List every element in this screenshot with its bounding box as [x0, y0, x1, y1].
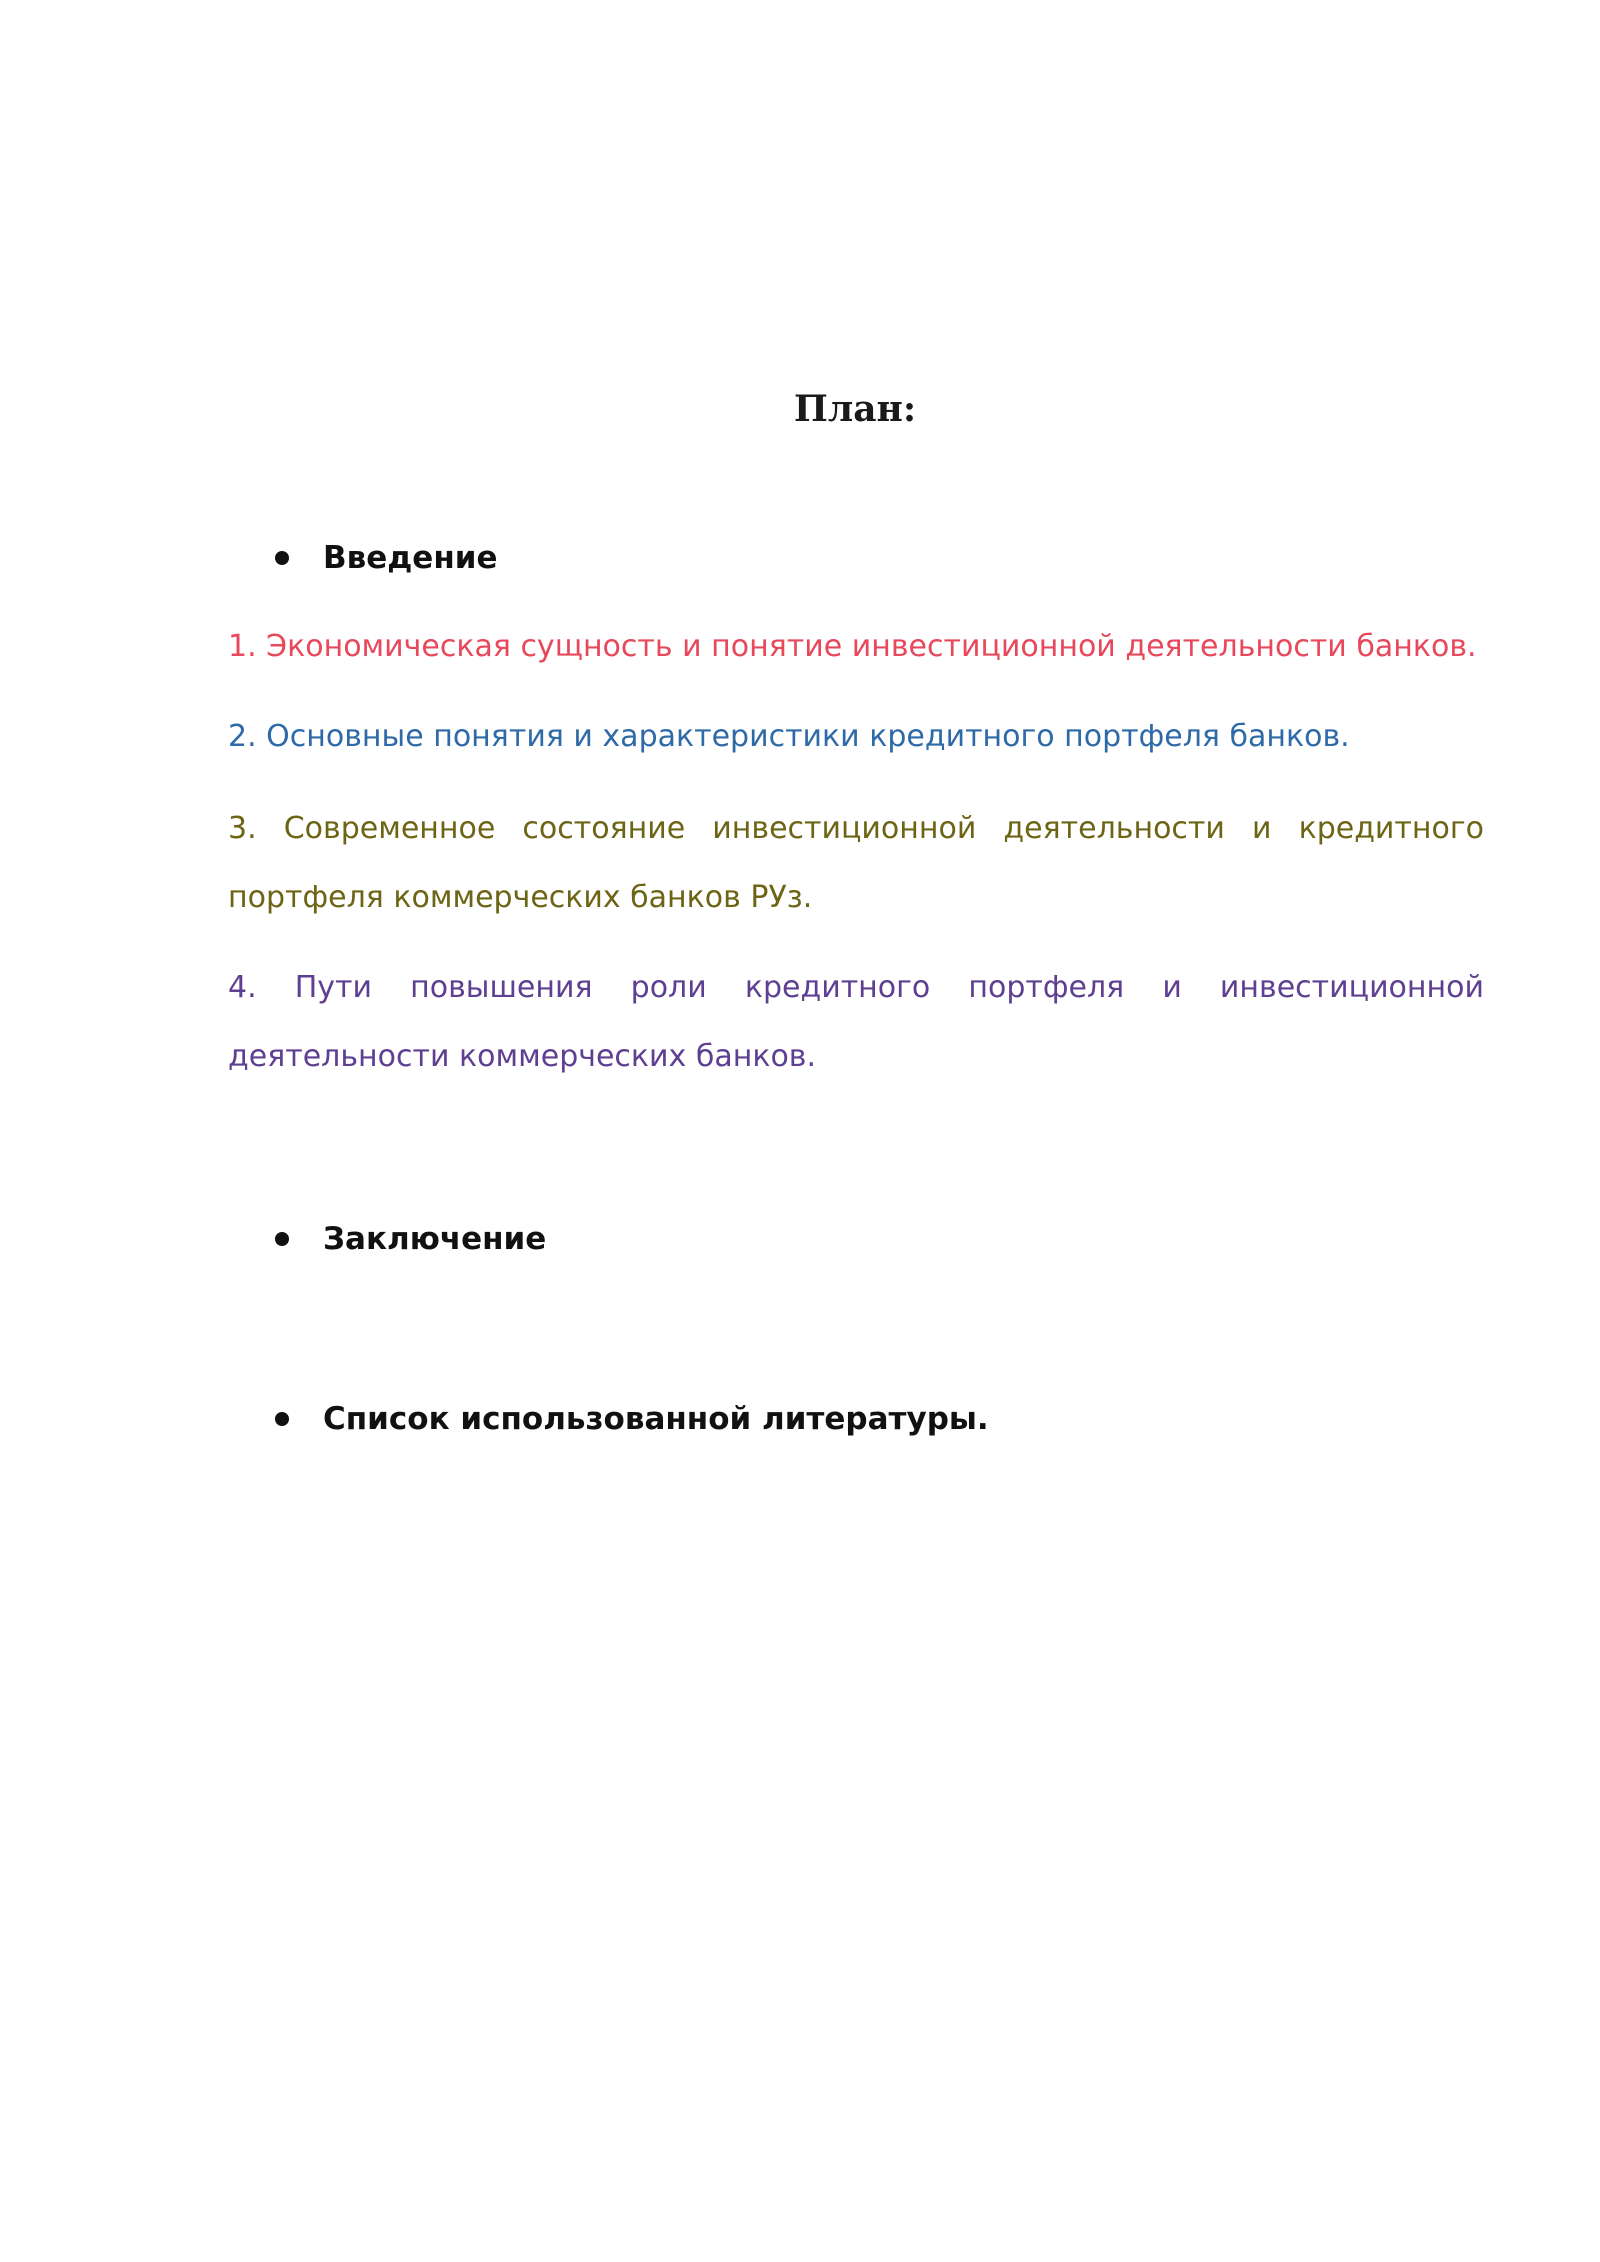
plan-item-2: 2. Основные понятия и характеристики кредитного портфеля банков. [228, 719, 1350, 754]
bullet-item-literature [275, 1396, 989, 1442]
bullet-item-intro [275, 535, 498, 581]
bullet-label-intro: Введение [323, 540, 498, 576]
bullet-icon [275, 1232, 289, 1246]
page-title: План: [793, 388, 917, 430]
bullet-label-literature: Список использованной литературы. [323, 1401, 989, 1437]
bullet-icon [275, 551, 289, 565]
bullet-item-conclusion [275, 1216, 546, 1262]
plan-item-1: 1. Экономическая сущность и понятие инвестиционной деятельности банков. [228, 629, 1477, 664]
plan-item-3: 3. Современное состояние инвестиционной деятельности и кредитного портфеля коммерческих банков РУз. [228, 811, 1484, 915]
bullet-icon [275, 1412, 289, 1426]
bullet-label-conclusion: Заключение [323, 1221, 547, 1257]
plan-item-4: 4. Пути повышения роли кредитного портфеля и инвестиционной деятельности коммерческих банков. [228, 970, 1484, 1074]
